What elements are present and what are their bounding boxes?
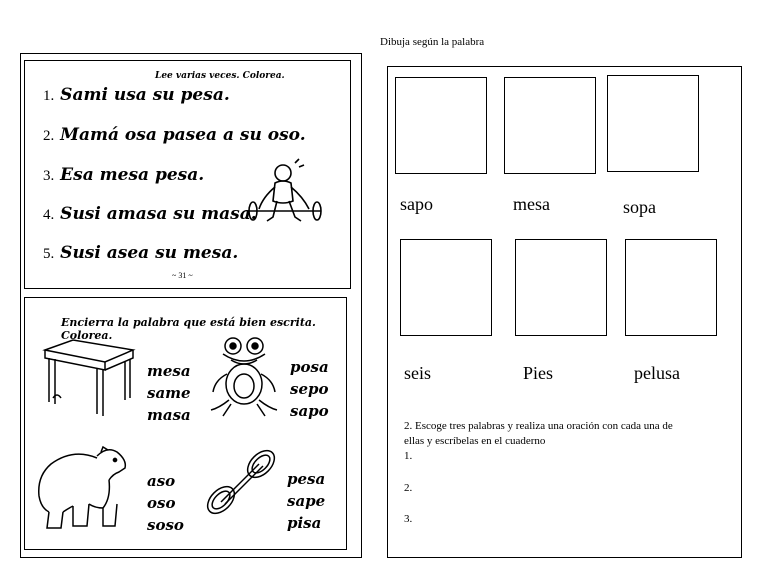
group-bear-words — [147, 470, 184, 536]
draw-word-pelusa: pelusa — [634, 363, 680, 383]
weightlifter-icon — [245, 157, 325, 227]
dumbbell-icon — [201, 446, 281, 520]
draw-word-pies: Pies — [523, 363, 554, 383]
sentence-1: 1. Sami usa su pesa. — [43, 85, 230, 105]
exercise-2-instruction-line1: 2. Escoge tres palabras y realiza una oración con cada una de — [404, 420, 673, 432]
word-option[interactable]: sapo — [290, 402, 329, 420]
word-option[interactable]: aso — [147, 472, 176, 490]
exercise-2-item-2: 2. — [404, 482, 413, 494]
sentence-4: 4. Susi amasa su masa. — [43, 204, 257, 224]
word-option[interactable]: mesa — [147, 362, 191, 380]
drawing-box-pies[interactable] — [515, 239, 607, 336]
group-frog-words — [290, 356, 329, 422]
reading-instruction: Lee varias veces. Colorea. — [155, 71, 285, 81]
word-option[interactable]: pesa — [287, 470, 326, 488]
sentence-3: 3. Esa mesa pesa. — [43, 165, 205, 185]
group-dumbbell-words — [287, 468, 325, 534]
drawing-box-sopa[interactable] — [607, 75, 699, 172]
reading-panel — [24, 60, 351, 289]
frog-icon — [209, 334, 279, 420]
spelling-panel — [24, 297, 347, 550]
drawing-box-sapo[interactable] — [395, 77, 487, 174]
word-option[interactable]: masa — [147, 406, 191, 424]
bear-icon — [33, 442, 133, 532]
exercise-2-item-3: 3. — [404, 513, 413, 525]
draw-word-sopa: sopa — [623, 197, 656, 217]
word-option[interactable]: sape — [287, 492, 326, 510]
exercise-2-item-1: 1. — [404, 450, 413, 462]
word-option[interactable]: soso — [147, 516, 184, 534]
exercise-2-instruction-line2: ellas y escríbelas en el cuaderno — [404, 435, 546, 447]
right-title: Dibuja según la palabra — [380, 36, 485, 48]
sentence-2: 2. Mamá osa pasea a su oso. — [43, 125, 306, 145]
draw-word-sapo: sapo — [400, 194, 433, 214]
word-option[interactable]: oso — [147, 494, 176, 512]
spelling-instruction: Encierra la palabra que está bien escrita. Colorea. — [61, 316, 316, 342]
word-option[interactable]: sepo — [290, 380, 329, 398]
page-number: ~ 31 ~ — [172, 271, 193, 280]
word-option[interactable]: posa — [290, 358, 329, 376]
sentence-5: 5. Susi asea su mesa. — [43, 243, 239, 263]
word-option[interactable]: same — [147, 384, 191, 402]
table-icon — [39, 338, 135, 418]
drawing-box-mesa[interactable] — [504, 77, 596, 174]
word-option[interactable]: pisa — [287, 514, 322, 532]
drawing-box-seis[interactable] — [400, 239, 492, 336]
draw-word-seis: seis — [404, 363, 431, 383]
draw-word-mesa: mesa — [513, 194, 550, 214]
group-table-words — [147, 360, 191, 426]
drawing-box-pelusa[interactable] — [625, 239, 717, 336]
